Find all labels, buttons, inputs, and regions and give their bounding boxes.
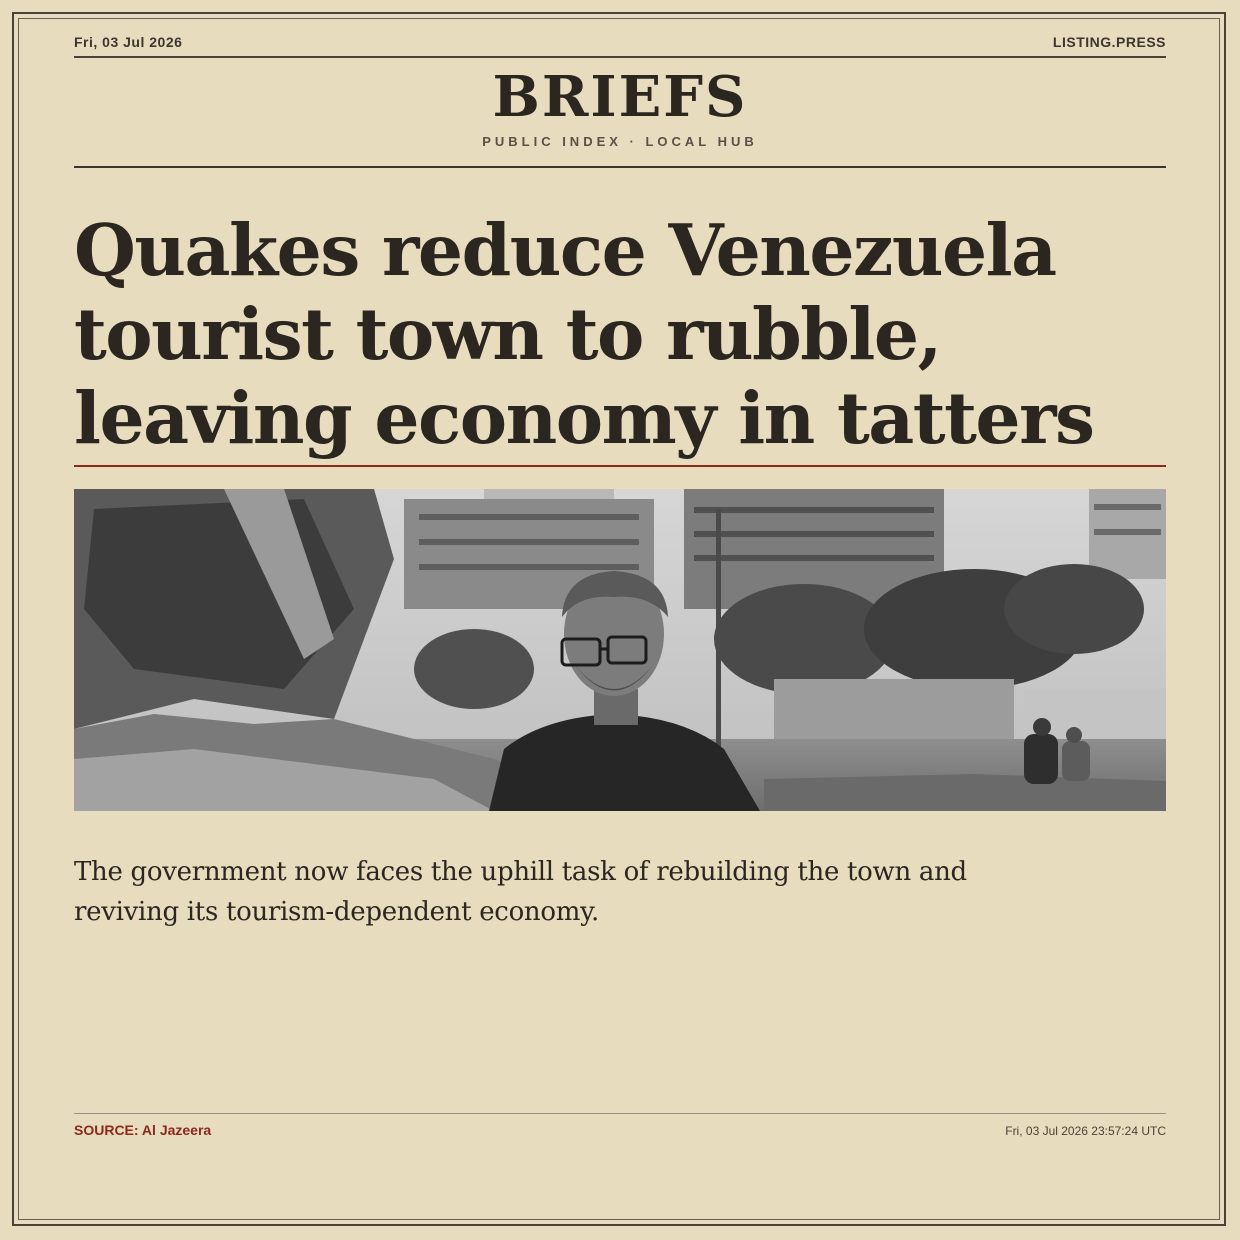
article-headline[interactable]: Quakes reduce Venezuela tourist town to rubble, leaving economy in tatters [74, 208, 1094, 460]
footer-divider [74, 1113, 1166, 1114]
article-photo [74, 489, 1166, 811]
publish-timestamp: Fri, 03 Jul 2026 23:57:24 UTC [1005, 1124, 1166, 1138]
page-content [74, 0, 1166, 1240]
top-bar [74, 34, 1166, 58]
source-credit[interactable]: SOURCE: Al Jazeera [74, 1122, 212, 1138]
masthead-tagline: PUBLIC INDEX · LOCAL HUB [482, 134, 758, 149]
headline-divider [74, 465, 1166, 467]
article-summary: The government now faces the uphill task of rebuilding the town and reviving its tourism-dependent economy. [74, 857, 967, 927]
header-date: Fri, 03 Jul 2026 [74, 34, 183, 50]
masthead [74, 64, 1166, 149]
masthead-divider [74, 166, 1166, 168]
site-name[interactable]: LISTING.PRESS [1052, 34, 1166, 50]
masthead-title[interactable]: BRIEFS [492, 64, 748, 130]
